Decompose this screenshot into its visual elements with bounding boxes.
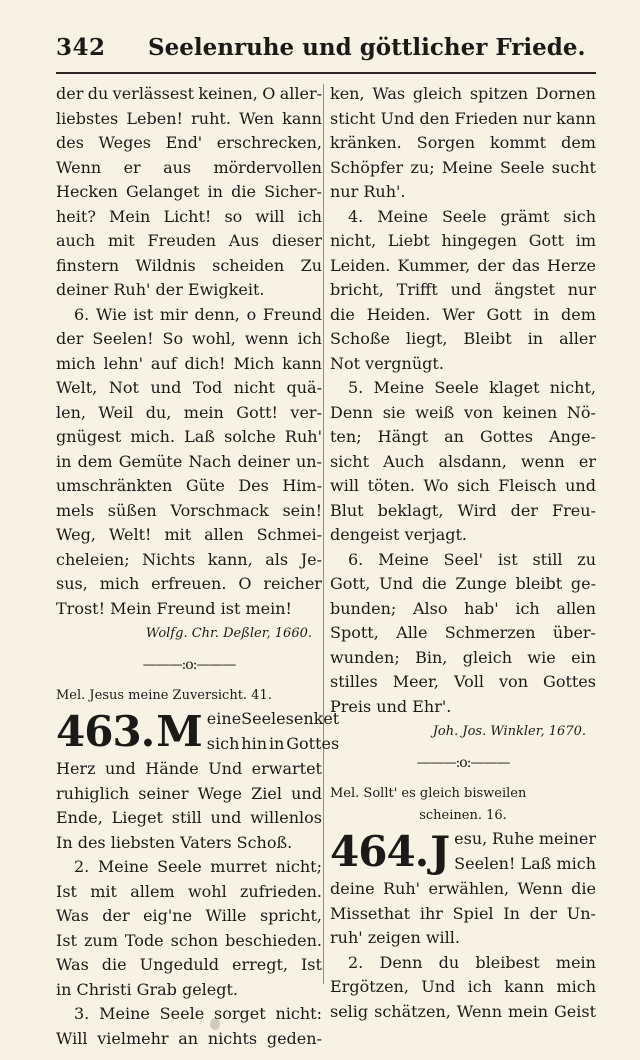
text-line: eine Seele senket <box>206 709 340 728</box>
verse-start-line: 6. Wie ist mir denn, o Freund <box>74 304 322 324</box>
text-line: ruhiglich seiner Wege Ziel und <box>56 783 322 803</box>
text-line: Ergötzen, Und ich kann mich <box>330 977 596 996</box>
text-line: die Heiden. Wer Gott in dem <box>330 304 596 324</box>
text-line: ken, Was gleich spitzen Dornen <box>330 84 596 103</box>
section-separator: ———:o:——— <box>142 657 236 673</box>
hymn-463-verse-4 <box>330 205 596 377</box>
text-line: Not vergnügt. <box>330 353 444 373</box>
text-line: ruh' zeigen will. <box>330 928 460 947</box>
text-line: In des liebsten Vaters Schoß. <box>56 832 293 852</box>
text-line: dengeist verjagt. <box>330 525 467 544</box>
text-line: stilles Meer, Voll von Gottes <box>330 672 596 691</box>
drop-cap: J <box>430 827 451 876</box>
text-line: selig schätzen, Wenn mein Geist <box>330 1001 596 1021</box>
text-line: esu, Ruhe meiner <box>454 829 596 848</box>
text-line: Gott, Und die Zunge bleibt ge- <box>330 574 596 593</box>
verse-start-line: 4. Meine Seele grämt sich <box>348 206 596 226</box>
text-line: Will vielmehr an nichts geden- <box>56 1028 322 1048</box>
text-line: sich hin in Gottes <box>206 733 340 753</box>
left-column <box>56 82 340 1051</box>
text-line: Blut beklagt, Wird der Freu- <box>330 500 596 520</box>
text-line: Denn sie weiß von keinen Nö- <box>330 402 596 422</box>
text-line: liebstes Leben! ruht. Wen kann <box>56 108 322 128</box>
hymn-464-verse-1 <box>330 877 596 951</box>
text-line: heit? Mein Licht! so will ich <box>56 206 322 226</box>
text-line: Herz und Hände Und erwartet <box>56 759 322 778</box>
header-rule <box>56 72 596 74</box>
melody-reference-cont: scheinen. 16. <box>419 808 507 823</box>
text-line: Ist zum Tode schon beschieden. <box>56 930 322 950</box>
text-line: mich lehn' auf dich! Mich kann <box>56 353 322 373</box>
hymn-463-verse-5 <box>330 376 596 548</box>
text-line: sticht Und den Frieden nur kann <box>330 108 596 128</box>
hymn-462-verse-5-end <box>56 82 322 303</box>
text-line: in Christi Grab gelegt. <box>56 979 239 999</box>
text-line: Hecken Gelanget in die Sicher- <box>56 182 322 201</box>
text-line: deine Ruh' erwählen, Wenn die <box>330 879 596 898</box>
text-line: Was die Ungeduld erregt, Ist <box>56 955 322 974</box>
author-signature: Joh. Jos. Winkler, 1670. <box>432 724 586 739</box>
hymn-463-verse-3 <box>56 1002 322 1051</box>
hymn-464-verse-2 <box>330 951 596 1025</box>
right-column <box>330 82 596 1024</box>
text-line: bricht, Trifft und ängstet nur <box>330 280 596 299</box>
verse-start-line: 2. Meine Seele murret nicht; <box>74 857 322 876</box>
section-separator: ———:o:——— <box>416 755 510 771</box>
text-line: Seelen! Laß mich <box>454 853 596 873</box>
text-line: der Seelen! So wohl, wenn ich <box>56 329 322 348</box>
hymn-463-verse-6 <box>330 548 596 720</box>
text-line: sicht Auch alsdann, wenn er <box>330 451 596 471</box>
hymn-464-heading <box>330 827 596 877</box>
text-line: deiner Ruh' der Ewigkeit. <box>56 280 265 299</box>
text-line: Wenn er aus mördervollen <box>56 157 322 177</box>
text-line: wunden; Bin, gleich wie ein <box>330 647 596 667</box>
text-line: umschränkten Güte Des Him- <box>56 476 322 495</box>
text-line: Ende, Lieget still und willenlos <box>56 808 322 827</box>
text-line: Missethat ihr Spiel In der Un- <box>330 903 596 923</box>
text-line: Weg, Welt! mit allen Schmei- <box>56 525 322 544</box>
text-line: finstern Wildnis scheiden Zu <box>56 255 322 275</box>
page-number: 342 <box>56 34 106 61</box>
text-line: ten; Hängt an Gottes Ange- <box>330 427 596 446</box>
text-line: Leiden. Kummer, der das Herze <box>330 255 596 275</box>
ink-smudge <box>210 1018 220 1030</box>
hymn-number: 463. <box>56 707 155 756</box>
hymn-462-verse-6 <box>56 303 322 622</box>
text-line: auch mit Freuden Aus dieser <box>56 231 322 250</box>
text-line: Welt, Not und Tod nicht quä- <box>56 378 322 397</box>
hymn-463-verse-1 <box>56 757 322 855</box>
text-line: Schöpfer zu; Meine Seele sucht <box>330 157 596 177</box>
text-line: Schoße liegt, Bleibt in aller <box>330 329 596 348</box>
verse-start-line: 5. Meine Seele klaget nicht, <box>348 378 596 397</box>
hymn-463-verse-3-end <box>330 82 596 205</box>
verse-start-line: 6. Meine Seel' ist still zu <box>348 549 596 569</box>
text-line: Trost! Mein Freund ist mein! <box>56 598 292 618</box>
page-header <box>56 30 596 70</box>
text-line: des Weges End' erschrecken, <box>56 133 322 152</box>
hymn-463-verse-2 <box>56 855 322 1002</box>
text-line: sus, mich erfreuen. O reicher <box>56 574 322 593</box>
text-line: der du verlässest keinen, O aller- <box>56 84 322 103</box>
text-line: nicht, Liebt hingegen Gott im <box>330 231 596 250</box>
running-title: Seelenruhe und göttlicher Friede. <box>148 34 586 61</box>
text-line: Ist mit allem wohl zufrieden. <box>56 881 322 901</box>
verse-start-line: 2. Denn du bleibest mein <box>348 952 596 972</box>
text-line: len, Weil du, mein Gott! ver- <box>56 402 322 422</box>
text-line: Was der eig'ne Wille spricht, <box>56 906 322 925</box>
text-line: Preis und Ehr'. <box>330 696 452 716</box>
text-line: cheleien; Nichts kann, als Je- <box>56 549 322 569</box>
text-line: in dem Gemüte Nach deiner un- <box>56 451 322 471</box>
text-line: gnügest mich. Laß solche Ruh' <box>56 427 322 446</box>
text-line: Spott, Alle Schmerzen über- <box>330 623 596 642</box>
text-line: nur Ruh'. <box>330 182 406 201</box>
text-line: will töten. Wo sich Fleisch und <box>330 476 596 495</box>
melody-reference: Mel. Sollt' es gleich bisweilen <box>330 786 527 801</box>
author-signature: Wolfg. Chr. Deßler, 1660. <box>145 626 312 641</box>
melody-reference: Mel. Jesus meine Zuversicht. 41. <box>56 688 272 703</box>
drop-cap: M <box>156 707 203 756</box>
column-divider <box>323 84 324 984</box>
hymn-number: 464. <box>330 827 429 876</box>
text-line: kränken. Sorgen kommt dem <box>330 133 596 152</box>
hymn-463-heading <box>56 707 340 757</box>
text-line: mels süßen Vorschmack sein! <box>56 500 322 520</box>
text-line: bunden; Also hab' ich allen <box>330 598 596 618</box>
verse-start-line: 3. Meine Seele sorget nicht: <box>74 1004 322 1023</box>
